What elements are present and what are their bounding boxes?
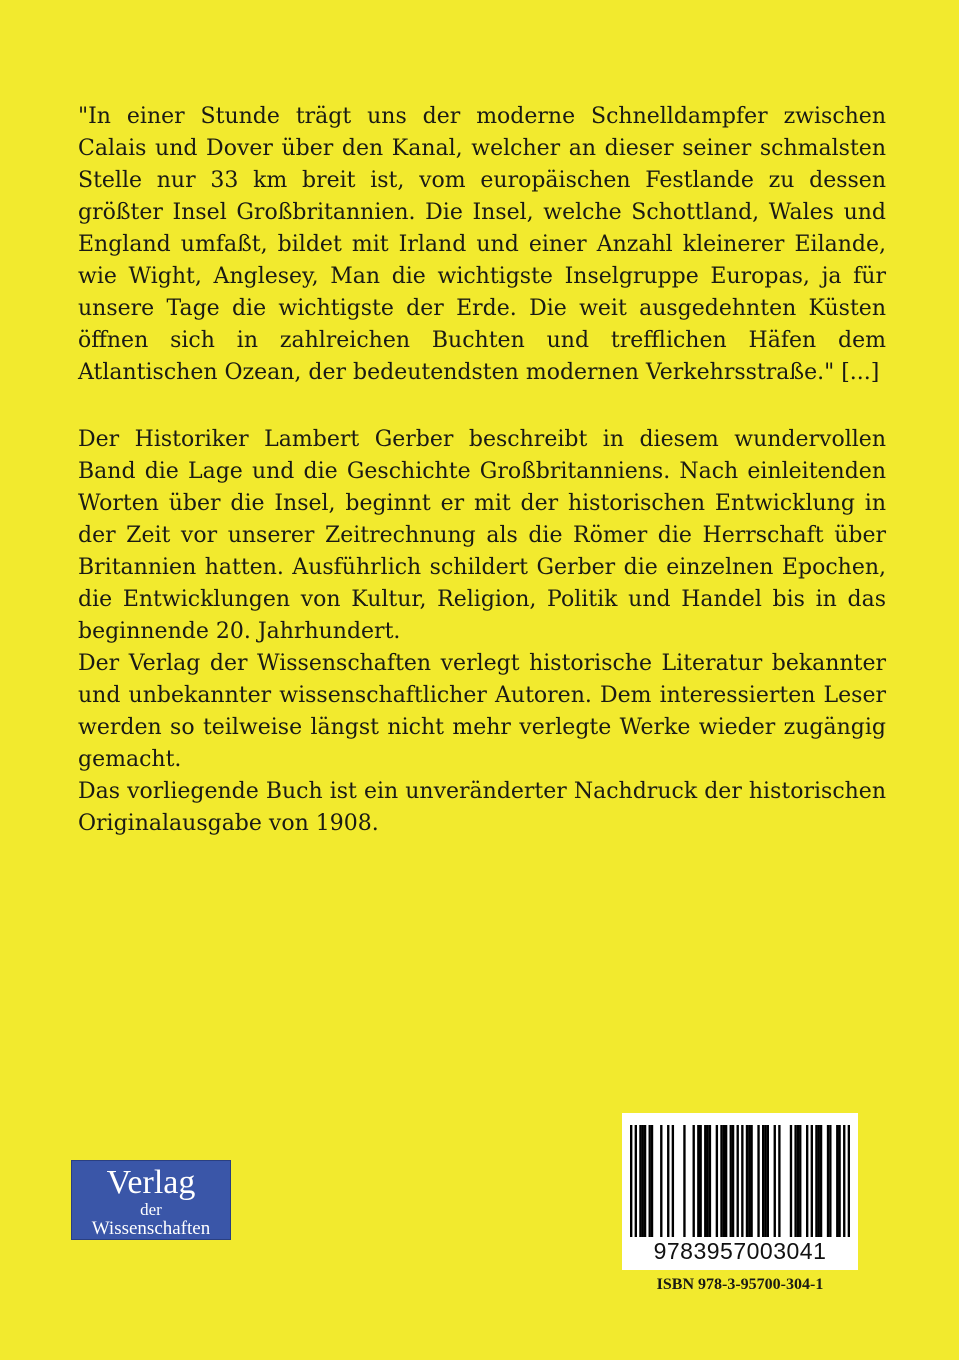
barcode-bar <box>730 1125 732 1237</box>
barcode-bar <box>699 1125 701 1237</box>
isbn-label: ISBN 978-3-95700-304-1 <box>656 1276 824 1293</box>
barcode-bars <box>630 1125 850 1237</box>
publisher-note-paragraph-1: Der Verlag der Wissenschaften verlegt historische Literatur bekannter und unbekannter wissenschaftlicher Autoren. Dem interessierten Leser werden so teilweise längst nicht mehr verlegte Werke wieder zugängig gemacht. <box>78 651 886 772</box>
barcode-bar <box>697 1125 699 1237</box>
barcode-bar <box>683 1125 685 1237</box>
barcode-bar <box>706 1125 708 1237</box>
publisher-logo <box>71 1160 231 1240</box>
barcode-bar <box>693 1125 695 1237</box>
barcode-bar <box>651 1125 653 1237</box>
barcode-bar <box>764 1125 766 1237</box>
barcode-bar <box>843 1125 845 1237</box>
barcode-bar <box>762 1125 764 1237</box>
barcode-bar <box>709 1125 711 1237</box>
barcode-bar <box>639 1125 641 1237</box>
barcode-bar <box>815 1125 817 1237</box>
barcode-bar <box>794 1125 796 1237</box>
description-paragraph <box>78 424 886 648</box>
barcode-bar <box>767 1125 769 1237</box>
barcode-bar <box>818 1125 820 1237</box>
publisher-note-paragraph-2: Das vorliegende Buch ist ein unveränderter Nachdruck der historischen Originalausgabe von 1908. <box>78 779 886 836</box>
barcode-bar <box>746 1125 748 1237</box>
description-text: Der Historiker Lambert Gerber beschreibt in diesem wundervollen Band die Lage und die Geschichte Großbritanniens. Nach einleitenden Worten über die Insel, beginnt er mit der historischen Entwicklung in der Zeit vor unserer Zeitrechnung als die Römer die Herrschaft über Britannien hatten. Ausführlich schildert Gerber die einzelnen Epochen, die Entwicklungen von Kultur, Religion, Politik und Handel bis in das beginnende 20. Jahrhundert. <box>78 427 886 644</box>
logo-line-der: der <box>140 1200 162 1219</box>
barcode-bar <box>667 1125 669 1237</box>
barcode-bar <box>642 1125 644 1237</box>
barcode-bar <box>644 1125 646 1237</box>
barcode-bar <box>748 1125 750 1237</box>
barcode-bar <box>757 1125 759 1237</box>
barcode-bar <box>799 1125 801 1237</box>
barcode-bar <box>811 1125 813 1237</box>
barcode-bar <box>848 1125 850 1237</box>
barcode-bar <box>774 1125 776 1237</box>
barcode-bar <box>827 1125 829 1237</box>
quote-text: "In einer Stunde trägt uns der moderne Schnelldampfer zwischen Calais und Dover über den Kanal, welcher an dieser seiner schmalsten Stelle nur 33 km breit ist, vom europäischen Festlande zu dessen größter Insel Großbritannien. Die Insel, welche Schottland, Wales und England umfaßt, bildet mit Irland und einer Anzahl kleinerer Eilande, wie Wight, Anglesey, Man die wichtigste Inselgruppe Europas, ja für unsere Tage die wichtigste der Erde. Die weit ausgedehnten Küsten öffnen sich in zahlreichen Buchten und trefflichen Häfen dem Atlantischen Ozean, der bedeutendsten modernen Verkehrsstraße." [...] <box>78 104 886 385</box>
barcode-bar <box>720 1125 722 1237</box>
barcode-bar <box>741 1125 743 1237</box>
barcode-bar <box>750 1125 752 1237</box>
barcode-bar <box>635 1125 637 1237</box>
barcode-bar <box>672 1125 674 1237</box>
barcode-bar <box>806 1125 808 1237</box>
barcode-bar <box>797 1125 799 1237</box>
barcode-bar <box>790 1125 792 1237</box>
barcode-bar <box>723 1125 725 1237</box>
barcode-bar <box>704 1125 706 1237</box>
barcode-bar <box>778 1125 780 1237</box>
barcode-bar <box>716 1125 718 1237</box>
quote-paragraph <box>78 101 886 389</box>
publisher-note <box>78 648 886 840</box>
barcode-bar <box>732 1125 734 1237</box>
barcode-bar <box>725 1125 727 1237</box>
barcode-bar <box>829 1125 831 1237</box>
barcode-bar <box>820 1125 822 1237</box>
barcode-bar <box>836 1125 838 1237</box>
logo-line-verlag: Verlag <box>106 1164 196 1201</box>
barcode-bar <box>838 1125 840 1237</box>
barcode-bar <box>649 1125 651 1237</box>
barcode-bar <box>660 1125 662 1237</box>
barcode <box>622 1113 858 1270</box>
barcode-bar <box>630 1125 632 1237</box>
barcode-number: 9783957003041 <box>653 1238 827 1264</box>
barcode-bar <box>737 1125 739 1237</box>
logo-line-wissenschaften: Wissenschaften <box>91 1218 211 1239</box>
